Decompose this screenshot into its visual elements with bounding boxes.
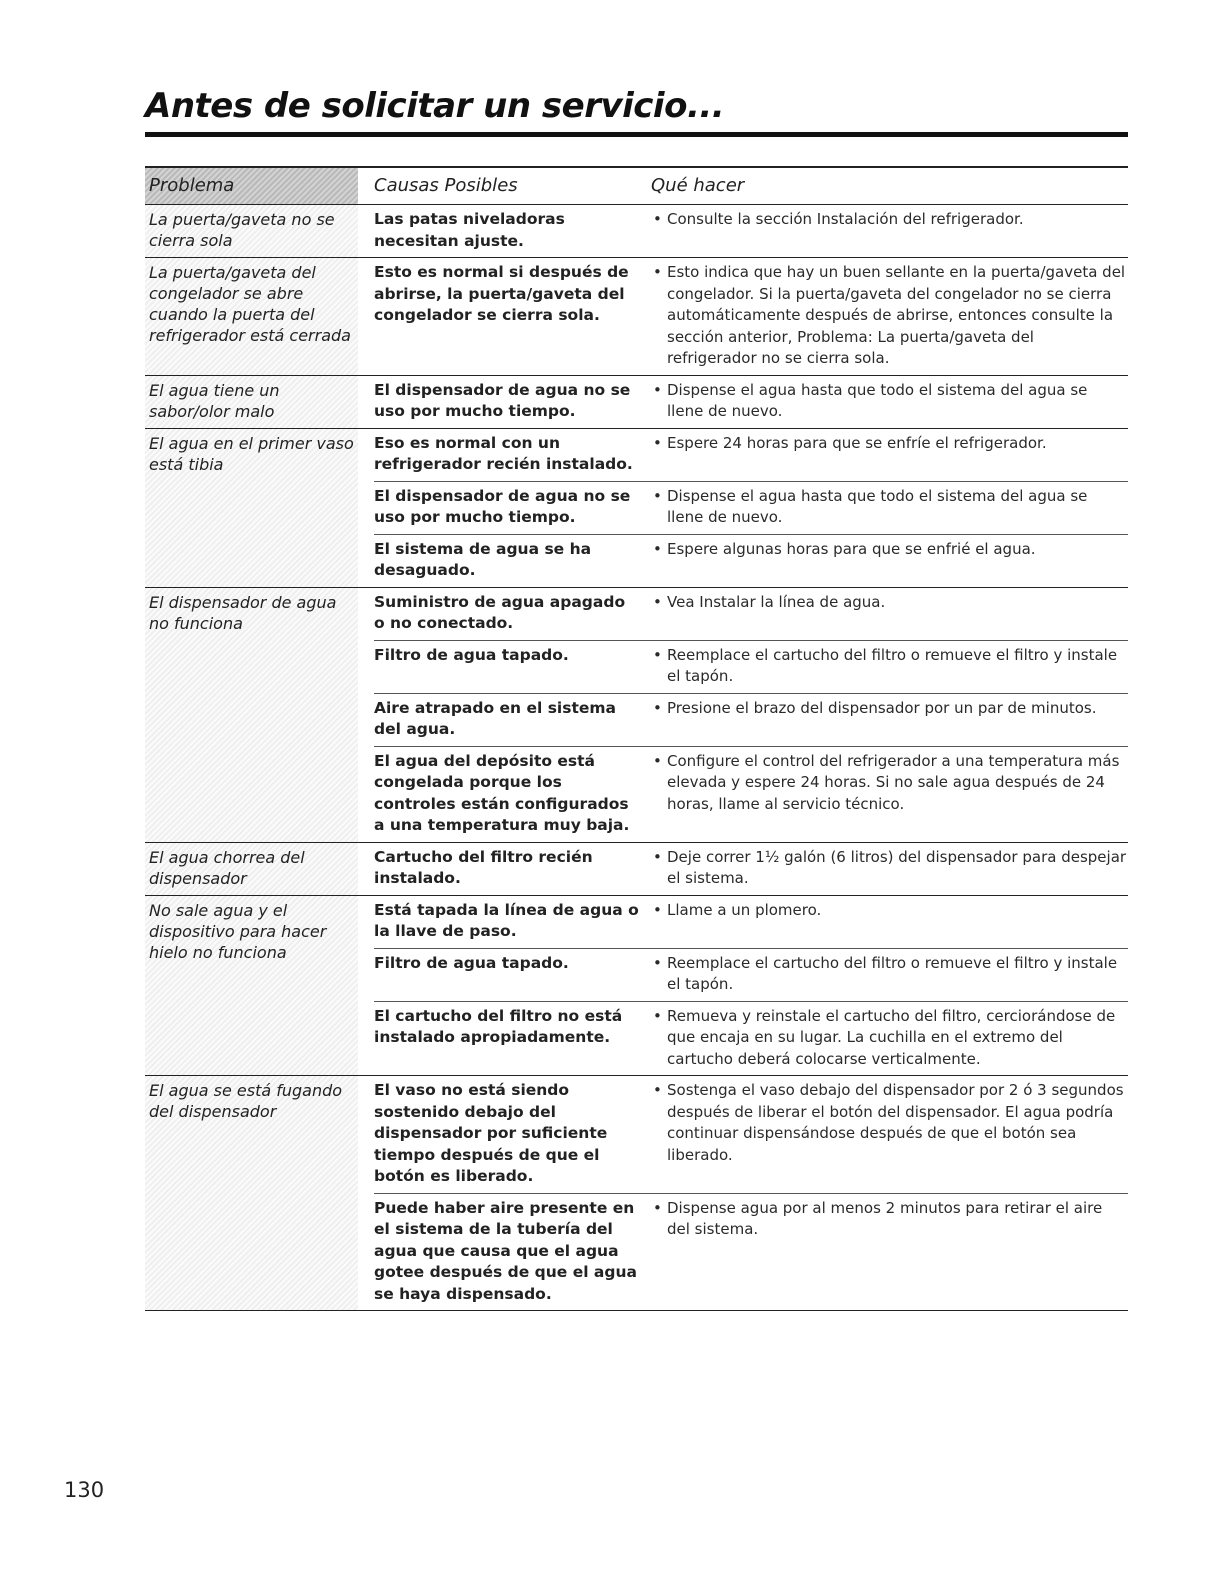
problem-group — [145, 376, 1128, 429]
table-row — [374, 843, 1128, 895]
title-rule — [145, 132, 1128, 137]
table-row — [374, 693, 1128, 746]
todo-text: Reemplace el cartucho del filtro o remueve el filtro y instale el tapón. — [667, 645, 1118, 685]
problem-cell: El agua se está fugando del dispensador — [145, 1076, 358, 1310]
problem-cell: El agua tiene un sabor/olor malo — [145, 376, 358, 428]
bullet-icon: • — [653, 751, 662, 770]
todo-text: Presione el brazo del dispensador por un par de minutos. — [667, 698, 1097, 717]
table-row — [374, 481, 1128, 534]
cause-cell: Suministro de agua apagado o no conectado. — [374, 592, 626, 632]
troubleshooting-table — [145, 166, 1128, 1311]
todo-text: Dispense el agua hasta que todo el sistema del agua se llene de nuevo. — [667, 486, 1088, 526]
bullet-icon: • — [653, 1198, 662, 1217]
cause-cell: Las patas niveladoras necesitan ajuste. — [374, 210, 565, 250]
problem-cell: El agua chorrea del dispensador — [145, 843, 358, 895]
table-row — [374, 640, 1128, 693]
problem-group — [145, 843, 1128, 896]
cause-rows — [358, 429, 1128, 587]
table-body — [145, 205, 1128, 1311]
table-row — [374, 896, 1128, 948]
todo-cell — [651, 645, 1128, 688]
todo-text: Espere 24 horas para que se enfríe el refrigerador. — [667, 433, 1047, 452]
todo-text: Dispense agua por al menos 2 minutos para retirar el aire del sistema. — [667, 1198, 1103, 1238]
bullet-icon: • — [653, 486, 662, 505]
bullet-icon: • — [653, 539, 662, 558]
problem-group — [145, 896, 1128, 1077]
cause-cell: El dispensador de agua no se uso por mucho tiempo. — [374, 380, 631, 420]
todo-cell — [651, 698, 1128, 741]
problem-cell: La puerta/gaveta no se cierra sola — [145, 205, 358, 257]
problem-cell: No sale agua y el dispositivo para hacer hielo no funciona — [145, 896, 358, 1076]
cause-cell: Eso es normal con un refrigerador recién instalado. — [374, 433, 633, 473]
todo-text: Vea Instalar la línea de agua. — [667, 592, 886, 611]
cause-rows — [358, 376, 1128, 428]
todo-cell — [651, 539, 1128, 582]
problem-group — [145, 429, 1128, 588]
table-row — [374, 588, 1128, 640]
bullet-icon: • — [653, 698, 662, 717]
table-row — [374, 205, 1128, 257]
todo-text: Deje correr 1½ galón (6 litros) del dispensador para despejar el sistema. — [667, 847, 1127, 887]
cause-cell: Cartucho del filtro recién instalado. — [374, 847, 593, 887]
cause-cell: Esto es normal si después de abrirse, la puerta/gaveta del congelador se cierra sola. — [374, 263, 629, 324]
cause-cell: Está tapada la línea de agua o la llave de paso. — [374, 900, 639, 940]
cause-rows — [358, 843, 1128, 895]
table-row — [374, 429, 1128, 481]
todo-cell — [651, 953, 1128, 996]
todo-cell — [651, 486, 1128, 529]
cause-cell: Filtro de agua tapado. — [374, 645, 569, 664]
problem-cell: El dispensador de agua no funciona — [145, 588, 358, 842]
todo-text: Remueva y reinstale el cartucho del filtro, cerciorándose de que encaja en su lugar. La cuchilla en el extremo del cartucho deberá colocarse verticalmente. — [667, 1006, 1116, 1068]
todo-cell — [651, 900, 1128, 943]
cause-rows — [358, 588, 1128, 842]
table-row — [374, 1001, 1128, 1076]
todo-cell — [651, 380, 1128, 423]
table-row — [374, 948, 1128, 1001]
table-row — [374, 746, 1128, 842]
problem-cell: El agua en el primer vaso está tibia — [145, 429, 358, 587]
todo-cell — [651, 592, 1128, 635]
problem-group — [145, 588, 1128, 843]
cause-cell: El vaso no está siendo sostenido debajo del dispensador por suficiente tiempo después de que el botón es liberado. — [374, 1081, 608, 1185]
cause-cell: El cartucho del filtro no está instalado apropiadamente. — [374, 1006, 623, 1046]
cause-rows — [358, 205, 1128, 257]
todo-text: Reemplace el cartucho del filtro o remueve el filtro y instale el tapón. — [667, 953, 1118, 993]
bullet-icon: • — [653, 847, 662, 866]
bullet-icon: • — [653, 645, 662, 664]
cause-cell: Puede haber aire presente en el sistema de la tubería del agua que causa que el agua gotee después de que el agua se haya dispensado. — [374, 1198, 637, 1303]
page-title: Antes de solicitar un servicio... — [145, 86, 725, 126]
todo-cell — [651, 1080, 1128, 1188]
todo-cell — [651, 751, 1128, 837]
cause-cell: Aire atrapado en el sistema del agua. — [374, 698, 616, 738]
header-problem: Problema — [145, 168, 358, 204]
bullet-icon: • — [653, 433, 662, 452]
bullet-icon: • — [653, 1006, 662, 1025]
cause-rows — [358, 896, 1128, 1076]
todo-cell — [651, 847, 1128, 890]
header-todo: Qué hacer — [651, 175, 745, 196]
bullet-icon: • — [653, 210, 662, 228]
todo-text: Espere algunas horas para que se enfrié el agua. — [667, 539, 1036, 558]
problem-group — [145, 1076, 1128, 1311]
bullet-icon: • — [653, 900, 662, 919]
cause-cell: El sistema de agua se ha desaguado. — [374, 539, 592, 579]
bullet-icon: • — [653, 953, 662, 972]
problem-group — [145, 258, 1128, 376]
todo-cell — [651, 1198, 1128, 1306]
todo-text: Consulte la sección Instalación del refrigerador. — [667, 210, 1024, 228]
todo-text: Dispense el agua hasta que todo el sistema del agua se llene de nuevo. — [667, 380, 1088, 420]
todo-cell — [651, 433, 1128, 476]
table-row — [374, 258, 1128, 375]
bullet-icon: • — [653, 592, 662, 611]
table-row — [374, 534, 1128, 587]
table-header — [145, 166, 1128, 205]
todo-text: Llame a un plomero. — [667, 900, 822, 919]
cause-cell: El agua del depósito está congelada porque los controles están configurados a una temperatura muy baja. — [374, 751, 630, 834]
todo-cell — [651, 209, 1128, 252]
table-row — [374, 376, 1128, 428]
cause-cell: El dispensador de agua no se uso por mucho tiempo. — [374, 486, 631, 526]
todo-text: Sostenga el vaso debajo del dispensador por 2 ó 3 segundos después de liberar el botón del dispensador. El agua podría continuar dispensándose después de que el botón sea liberado. — [667, 1081, 1124, 1164]
todo-cell — [651, 262, 1128, 370]
bullet-icon: • — [653, 380, 662, 399]
bullet-icon: • — [653, 263, 662, 281]
cause-rows — [358, 258, 1128, 375]
todo-text: Configure el control del refrigerador a una temperatura más elevada y espere 24 horas. Si no sale agua después de 24 horas, llame al servicio técnico. — [667, 751, 1120, 813]
table-row — [374, 1193, 1128, 1311]
cause-cell: Filtro de agua tapado. — [374, 953, 569, 972]
table-row — [374, 1076, 1128, 1193]
problem-cell: La puerta/gaveta del congelador se abre cuando la puerta del refrigerador está cerrada — [145, 258, 358, 375]
todo-text: Esto indica que hay un buen sellante en la puerta/gaveta del congelador. Si la puerta/gaveta del congelador no se cierra automáticamente después de abrirse, entonces consulte la sección anterior, Problema: La puerta/gaveta del refrigerador no se cierra sola. — [667, 263, 1126, 367]
problem-group — [145, 205, 1128, 258]
todo-cell — [651, 1006, 1128, 1071]
header-causes: Causas Posibles — [374, 175, 518, 196]
page-number: 130 — [64, 1478, 105, 1502]
bullet-icon: • — [653, 1081, 662, 1099]
cause-rows — [358, 1076, 1128, 1310]
